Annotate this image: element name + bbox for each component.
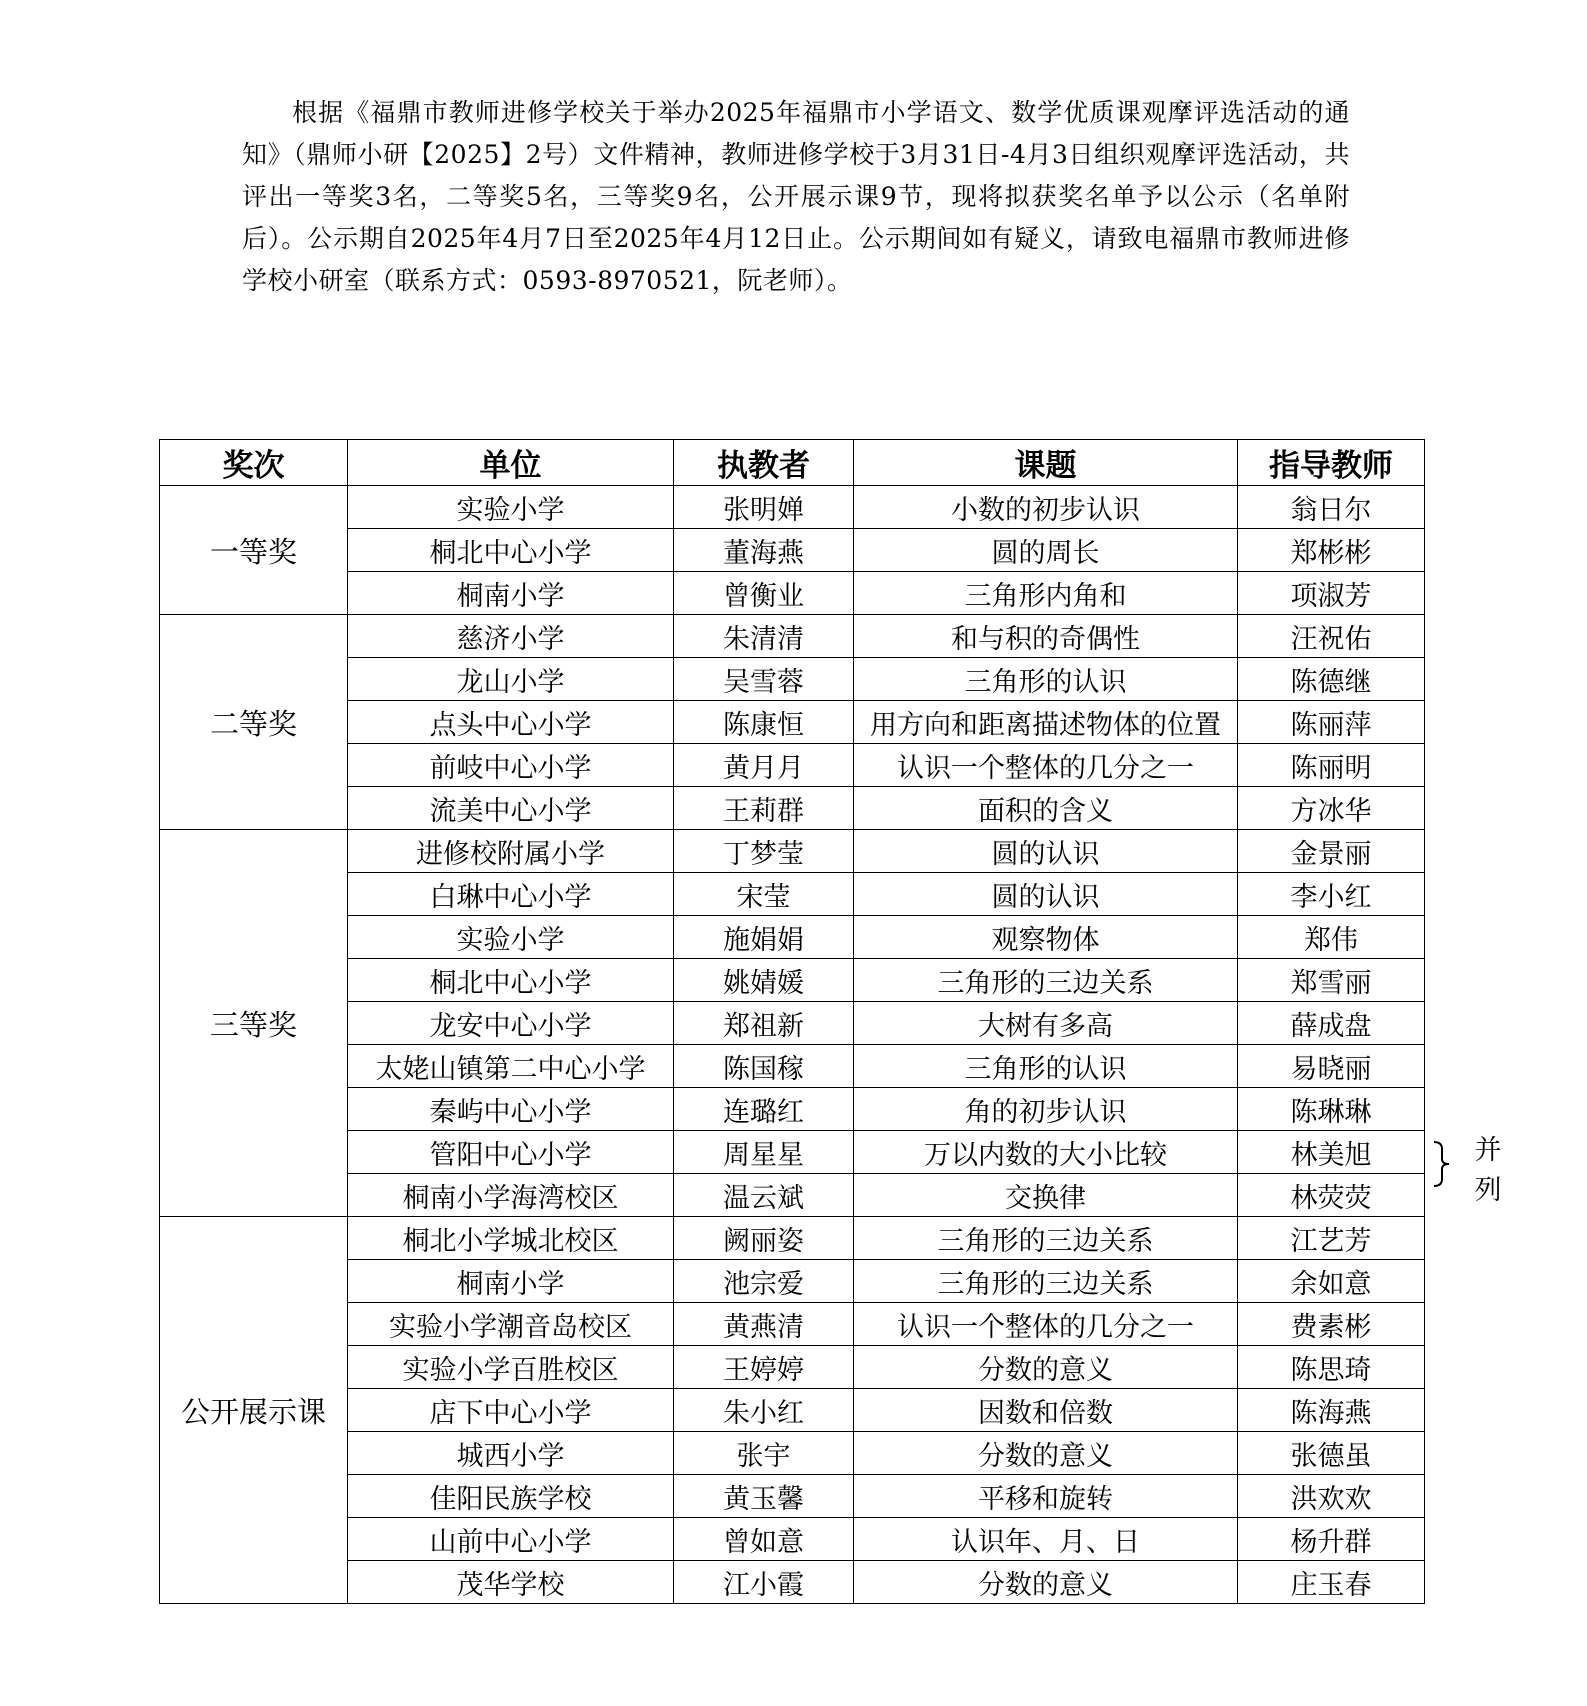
table-row bbox=[160, 1561, 1425, 1604]
unit-cell: 城西小学 bbox=[348, 1432, 674, 1475]
table-row bbox=[160, 572, 1425, 615]
table-row bbox=[160, 658, 1425, 701]
topic-cell: 三角形的认识 bbox=[854, 658, 1238, 701]
table-row bbox=[160, 1303, 1425, 1346]
teacher-cell: 张明婵 bbox=[674, 486, 854, 529]
mentor-cell: 李小红 bbox=[1238, 873, 1425, 916]
unit-cell: 管阳中心小学 bbox=[348, 1131, 674, 1174]
mentor-cell: 项淑芳 bbox=[1238, 572, 1425, 615]
mentor-cell: 陈丽明 bbox=[1238, 744, 1425, 787]
mentor-cell: 郑伟 bbox=[1238, 916, 1425, 959]
table-row bbox=[160, 529, 1425, 572]
unit-cell: 店下中心小学 bbox=[348, 1389, 674, 1432]
table-row bbox=[160, 1475, 1425, 1518]
teacher-cell: 张宇 bbox=[674, 1432, 854, 1475]
header-topic: 课题 bbox=[854, 440, 1238, 486]
mentor-cell: 陈德继 bbox=[1238, 658, 1425, 701]
tie-note bbox=[1472, 1131, 1504, 1211]
unit-cell: 桐南小学 bbox=[348, 1260, 674, 1303]
table-row bbox=[160, 701, 1425, 744]
mentor-cell: 江艺芳 bbox=[1238, 1217, 1425, 1260]
teacher-cell: 曾如意 bbox=[674, 1518, 854, 1561]
teacher-cell: 连璐红 bbox=[674, 1088, 854, 1131]
mentor-cell: 张德虽 bbox=[1238, 1432, 1425, 1475]
mentor-cell: 陈思琦 bbox=[1238, 1346, 1425, 1389]
teacher-cell: 宋莹 bbox=[674, 873, 854, 916]
tier-cell: 三等奖 bbox=[160, 830, 348, 1217]
topic-cell: 因数和倍数 bbox=[854, 1389, 1238, 1432]
mentor-cell: 陈琳琳 bbox=[1238, 1088, 1425, 1131]
table-row bbox=[160, 1260, 1425, 1303]
table-row bbox=[160, 1217, 1425, 1260]
teacher-cell: 黄玉馨 bbox=[674, 1475, 854, 1518]
unit-cell: 进修校附属小学 bbox=[348, 830, 674, 873]
table-row bbox=[160, 1088, 1425, 1131]
topic-cell: 圆的认识 bbox=[854, 830, 1238, 873]
topic-cell: 三角形的认识 bbox=[854, 1045, 1238, 1088]
topic-cell: 分数的意义 bbox=[854, 1561, 1238, 1604]
teacher-cell: 郑祖新 bbox=[674, 1002, 854, 1045]
teacher-cell: 江小霞 bbox=[674, 1561, 854, 1604]
teacher-cell: 陈国稼 bbox=[674, 1045, 854, 1088]
teacher-cell: 周星星 bbox=[674, 1131, 854, 1174]
topic-cell: 和与积的奇偶性 bbox=[854, 615, 1238, 658]
mentor-cell: 杨升群 bbox=[1238, 1518, 1425, 1561]
mentor-cell: 金景丽 bbox=[1238, 830, 1425, 873]
topic-cell: 观察物体 bbox=[854, 916, 1238, 959]
mentor-cell: 余如意 bbox=[1238, 1260, 1425, 1303]
unit-cell: 流美中心小学 bbox=[348, 787, 674, 830]
unit-cell: 桐北中心小学 bbox=[348, 529, 674, 572]
unit-cell: 山前中心小学 bbox=[348, 1518, 674, 1561]
topic-cell: 三角形的三边关系 bbox=[854, 959, 1238, 1002]
unit-cell: 桐北中心小学 bbox=[348, 959, 674, 1002]
table-row bbox=[160, 1389, 1425, 1432]
mentor-cell: 洪欢欢 bbox=[1238, 1475, 1425, 1518]
teacher-cell: 姚婧媛 bbox=[674, 959, 854, 1002]
unit-cell: 桐南小学 bbox=[348, 572, 674, 615]
topic-cell: 小数的初步认识 bbox=[854, 486, 1238, 529]
tier-cell: 二等奖 bbox=[160, 615, 348, 830]
teacher-cell: 王莉群 bbox=[674, 787, 854, 830]
header-tier: 奖次 bbox=[160, 440, 348, 486]
mentor-cell: 庄玉春 bbox=[1238, 1561, 1425, 1604]
teacher-cell: 董海燕 bbox=[674, 529, 854, 572]
unit-cell: 前岐中心小学 bbox=[348, 744, 674, 787]
topic-cell: 用方向和距离描述物体的位置 bbox=[854, 701, 1238, 744]
mentor-cell: 费素彬 bbox=[1238, 1303, 1425, 1346]
table-row bbox=[160, 916, 1425, 959]
topic-cell: 三角形的三边关系 bbox=[854, 1260, 1238, 1303]
topic-cell: 认识年、月、日 bbox=[854, 1518, 1238, 1561]
teacher-cell: 朱清清 bbox=[674, 615, 854, 658]
tier-cell: 公开展示课 bbox=[160, 1217, 348, 1604]
teacher-cell: 王婷婷 bbox=[674, 1346, 854, 1389]
table-row bbox=[160, 1131, 1425, 1174]
unit-cell: 太姥山镇第二中心小学 bbox=[348, 1045, 674, 1088]
topic-cell: 认识一个整体的几分之一 bbox=[854, 1303, 1238, 1346]
table-row bbox=[160, 830, 1425, 873]
header-mentor: 指导教师 bbox=[1238, 440, 1425, 486]
topic-cell: 面积的含义 bbox=[854, 787, 1238, 830]
table-row bbox=[160, 1174, 1425, 1217]
teacher-cell: 池宗爱 bbox=[674, 1260, 854, 1303]
table-row bbox=[160, 1002, 1425, 1045]
topic-cell: 分数的意义 bbox=[854, 1346, 1238, 1389]
topic-cell: 分数的意义 bbox=[854, 1432, 1238, 1475]
unit-cell: 实验小学潮音岛校区 bbox=[348, 1303, 674, 1346]
topic-cell: 角的初步认识 bbox=[854, 1088, 1238, 1131]
unit-cell: 茂华学校 bbox=[348, 1561, 674, 1604]
mentor-cell: 陈海燕 bbox=[1238, 1389, 1425, 1432]
mentor-cell: 陈丽萍 bbox=[1238, 701, 1425, 744]
topic-cell: 万以内数的大小比较 bbox=[854, 1131, 1238, 1174]
teacher-cell: 施娟娟 bbox=[674, 916, 854, 959]
teacher-cell: 陈康恒 bbox=[674, 701, 854, 744]
topic-cell: 交换律 bbox=[854, 1174, 1238, 1217]
unit-cell: 秦屿中心小学 bbox=[348, 1088, 674, 1131]
topic-cell: 圆的周长 bbox=[854, 529, 1238, 572]
unit-cell: 白琳中心小学 bbox=[348, 873, 674, 916]
table-row bbox=[160, 1346, 1425, 1389]
teacher-cell: 黄月月 bbox=[674, 744, 854, 787]
table-row bbox=[160, 873, 1425, 916]
award-table-body bbox=[160, 486, 1425, 1604]
teacher-cell: 阙丽姿 bbox=[674, 1217, 854, 1260]
unit-cell: 龙安中心小学 bbox=[348, 1002, 674, 1045]
topic-cell: 三角形的三边关系 bbox=[854, 1217, 1238, 1260]
mentor-cell: 汪祝佑 bbox=[1238, 615, 1425, 658]
mentor-cell: 方冰华 bbox=[1238, 787, 1425, 830]
tie-bracket-icon bbox=[1432, 1141, 1452, 1187]
topic-cell: 三角形内角和 bbox=[854, 572, 1238, 615]
mentor-cell: 林美旭 bbox=[1238, 1131, 1425, 1174]
notice-paragraph: 根据《福鼎市教师进修学校关于举办2025年福鼎市小学语文、数学优质课观摩评选活动的通知》（鼎师小研【2025】2号）文件精神，教师进修学校于3月31日-4月3日组织观摩评选活动，共评出一等奖3名，二等奖5名，三等奖9名，公开展示课9节，现将拟获奖名单予以公示（名单附后）。公示期自2025年4月7日至2025年4月12日止。公示期间如有疑义，请致电福鼎市教师进修学校小研室（联系方式：0593-8970521，阮老师）。 bbox=[242, 98, 1350, 295]
table-row bbox=[160, 1045, 1425, 1088]
unit-cell: 佳阳民族学校 bbox=[348, 1475, 674, 1518]
header-unit: 单位 bbox=[348, 440, 674, 486]
unit-cell: 实验小学 bbox=[348, 916, 674, 959]
table-row bbox=[160, 1432, 1425, 1475]
tie-note-char: 列 bbox=[1474, 1175, 1502, 1206]
tier-cell: 一等奖 bbox=[160, 486, 348, 615]
unit-cell: 实验小学 bbox=[348, 486, 674, 529]
topic-cell: 平移和旋转 bbox=[854, 1475, 1238, 1518]
mentor-cell: 翁日尔 bbox=[1238, 486, 1425, 529]
mentor-cell: 薛成盘 bbox=[1238, 1002, 1425, 1045]
unit-cell: 桐北小学城北校区 bbox=[348, 1217, 674, 1260]
table-row bbox=[160, 744, 1425, 787]
topic-cell: 认识一个整体的几分之一 bbox=[854, 744, 1238, 787]
teacher-cell: 黄燕清 bbox=[674, 1303, 854, 1346]
unit-cell: 桐南小学海湾校区 bbox=[348, 1174, 674, 1217]
mentor-cell: 郑彬彬 bbox=[1238, 529, 1425, 572]
header-teacher: 执教者 bbox=[674, 440, 854, 486]
tie-note-char: 并 bbox=[1474, 1135, 1502, 1166]
table-row bbox=[160, 1518, 1425, 1561]
unit-cell: 龙山小学 bbox=[348, 658, 674, 701]
award-table bbox=[159, 439, 1425, 1604]
teacher-cell: 朱小红 bbox=[674, 1389, 854, 1432]
teacher-cell: 曾衡业 bbox=[674, 572, 854, 615]
table-row bbox=[160, 486, 1425, 529]
table-row bbox=[160, 959, 1425, 1002]
mentor-cell: 林荧荧 bbox=[1238, 1174, 1425, 1217]
unit-cell: 慈济小学 bbox=[348, 615, 674, 658]
topic-cell: 大树有多高 bbox=[854, 1002, 1238, 1045]
teacher-cell: 吴雪蓉 bbox=[674, 658, 854, 701]
teacher-cell: 丁梦莹 bbox=[674, 830, 854, 873]
table-row bbox=[160, 615, 1425, 658]
table-header-row bbox=[160, 440, 1425, 486]
unit-cell: 点头中心小学 bbox=[348, 701, 674, 744]
table-row bbox=[160, 787, 1425, 830]
topic-cell: 圆的认识 bbox=[854, 873, 1238, 916]
mentor-cell: 易晓丽 bbox=[1238, 1045, 1425, 1088]
mentor-cell: 郑雪丽 bbox=[1238, 959, 1425, 1002]
teacher-cell: 温云斌 bbox=[674, 1174, 854, 1217]
unit-cell: 实验小学百胜校区 bbox=[348, 1346, 674, 1389]
